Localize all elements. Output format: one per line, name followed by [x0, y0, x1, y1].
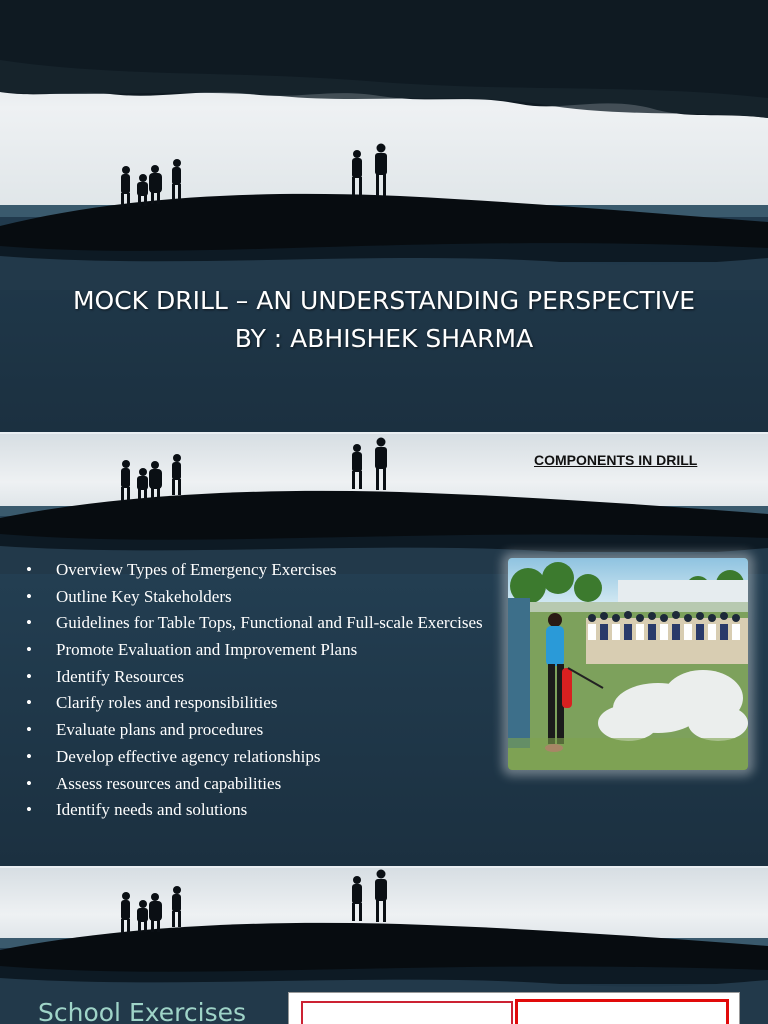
list-item: • Promote Evaluation and Improvement Plans: [24, 640, 508, 659]
components-slide: [0, 434, 768, 866]
document-thumbnail: [288, 992, 740, 1024]
list-item: • Guidelines for Table Tops, Functional and Full-scale Exercises: [24, 613, 508, 632]
title-line-1: MOCK DRILL – AN UNDERSTANDING PERSPECTIVE: [72, 286, 696, 315]
school-exercises-slide: [0, 868, 768, 1024]
list-item: • Assess resources and capabilities: [24, 774, 508, 793]
slide-title: School Exercises: [38, 998, 246, 1024]
slide-background: [0, 0, 768, 432]
bullet-list: [24, 560, 508, 827]
list-item: • Identify Resources: [24, 667, 508, 686]
list-item: • Evaluate plans and procedures: [24, 720, 508, 739]
fire-extinguisher-training-photo: [508, 558, 748, 770]
list-item: • Develop effective agency relationships: [24, 747, 508, 766]
list-item: • Outline Key Stakeholders: [24, 587, 508, 606]
list-item: • Identify needs and solutions: [24, 800, 508, 819]
slide-heading: COMPONENTS IN DRILL: [534, 452, 698, 468]
title-text: [0, 282, 768, 358]
thumbnail-frame-right: [515, 999, 729, 1024]
title-slide: [0, 0, 768, 432]
list-item: • Clarify roles and responsibilities: [24, 693, 508, 712]
list-item: • Overview Types of Emergency Exercises: [24, 560, 508, 579]
thumbnail-frame-left: [301, 1001, 513, 1024]
title-line-2: BY : ABHISHEK SHARMA: [234, 324, 534, 353]
